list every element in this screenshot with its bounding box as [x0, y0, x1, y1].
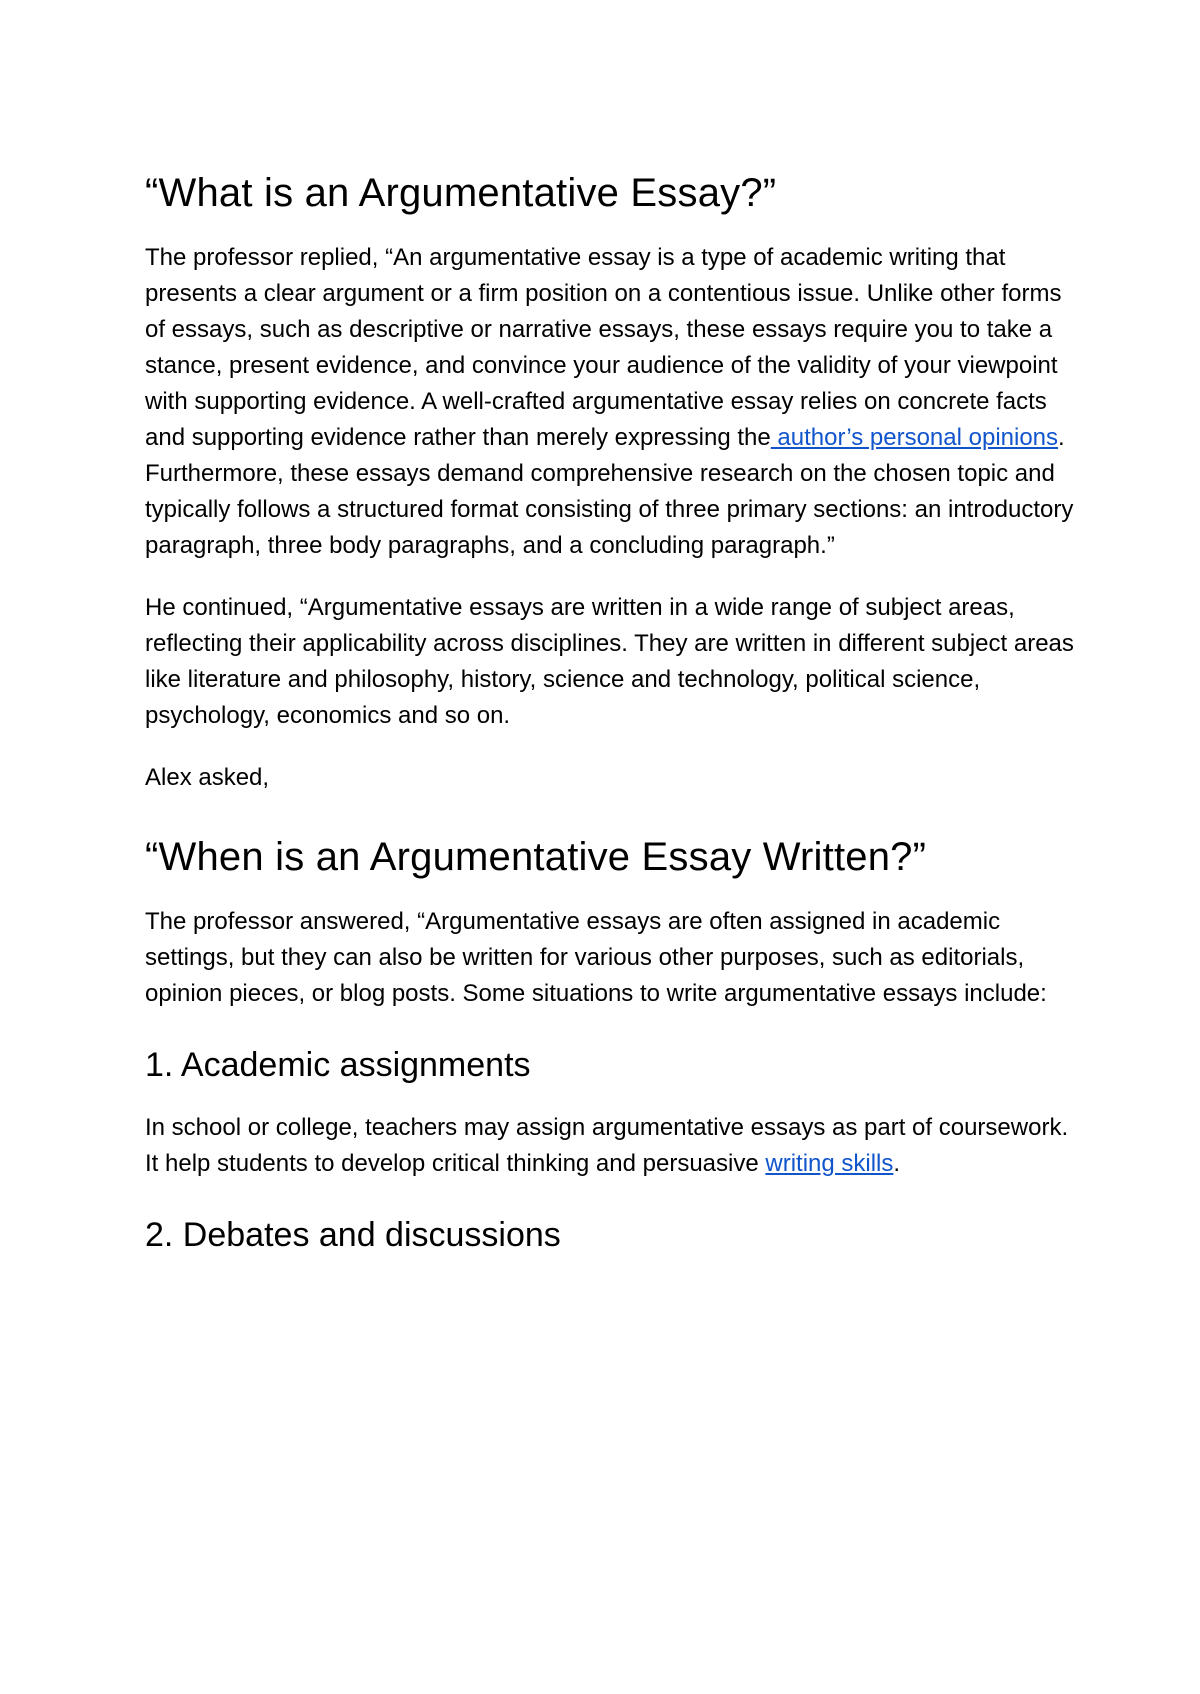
paragraph-definition-text-end: . Furthermore, these essays demand comprehensive research on the chosen topic and typically follows a structured format consisting of three primary sections: an introductory paragraph, three body paragraphs, and a concluding paragraph.” — [145, 424, 1074, 559]
paragraph-definition-text: The professor replied, “An argumentative essay is a type of academic writing that presents a clear argument or a firm position on a contentious issue. Unlike other forms of essays, such as descriptive or narrative essays, these essays require you to take a stance, present evidence, and convince your audience of the validity of your viewpoint with supporting evidence. A well-crafted argumentative essay relies on concrete facts and supporting evidence rather than merely expressing the — [145, 244, 1062, 451]
paragraph-alex-asked: Alex asked, — [145, 764, 270, 791]
heading-what-is: “What is an Argumentative Essay?” — [145, 171, 777, 215]
paragraph-continued: He continued, “Argumentative essays are written in a wide range of subject areas, reflecting their applicability across disciplines. They are written in different subject areas like literature and philosophy, history, science and technology, political science, psychology, economics and so on. — [145, 594, 1074, 729]
paragraph-definition — [145, 240, 1075, 564]
academic-text: In school or college, teachers may assign argumentative essays as part of coursework. It help students to develop critical thinking and persuasive — [145, 1114, 1069, 1177]
writing-skills-link[interactable]: writing skills — [765, 1150, 894, 1177]
paragraph-professor-answered: The professor answered, “Argumentative essays are often assigned in academic settings, but they can also be written for various other purposes, such as editorials, opinion pieces, or blog posts. Some situations to write argumentative essays include: — [145, 908, 1047, 1007]
heading-when-written: “When is an Argumentative Essay Written?” — [145, 835, 927, 879]
academic-text-end: . — [893, 1150, 901, 1177]
document-page — [145, 168, 1075, 1280]
authors-personal-opinions-link[interactable]: author’s personal opinions — [770, 424, 1059, 451]
heading-academic-assignments: 1. Academic assignments — [145, 1046, 531, 1084]
paragraph-academic-assignments — [145, 1110, 1075, 1182]
heading-debates-discussions: 2. Debates and discussions — [145, 1216, 561, 1254]
